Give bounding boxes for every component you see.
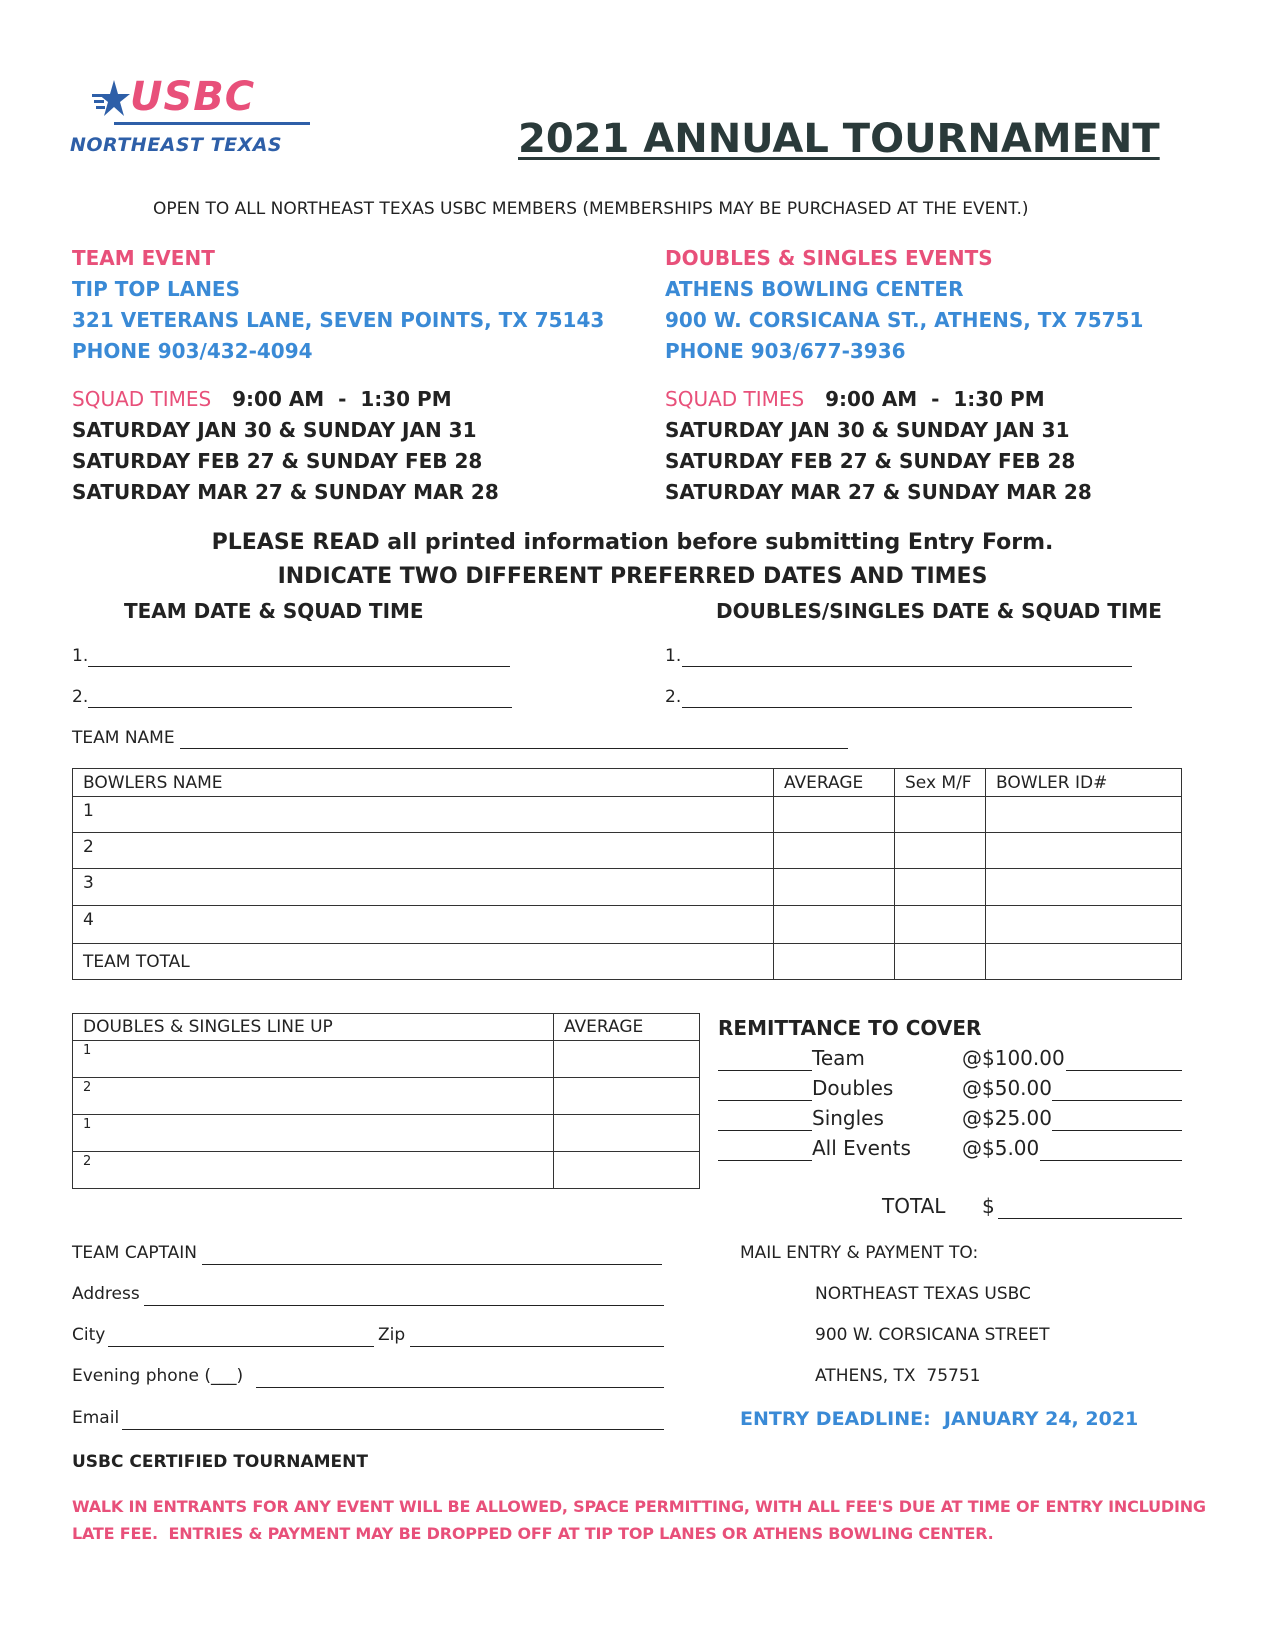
remittance-total-symbol: $ bbox=[982, 1194, 995, 1218]
team-event-heading: TEAM EVENT bbox=[72, 246, 215, 270]
lineup-average-cell[interactable] bbox=[554, 1115, 700, 1152]
lineup-average-cell[interactable] bbox=[554, 1078, 700, 1115]
remittance-items bbox=[718, 1046, 1182, 1170]
lineup-name-cell[interactable]: 1 bbox=[73, 1041, 554, 1078]
table-row bbox=[73, 1041, 700, 1078]
email-field[interactable] bbox=[122, 1429, 664, 1430]
remit-allevents-label: All Events bbox=[812, 1136, 911, 1160]
remit-team-amount[interactable] bbox=[1066, 1070, 1182, 1071]
ds-pref-1-field[interactable] bbox=[682, 666, 1132, 667]
team-squad-times bbox=[72, 384, 499, 508]
ds-event-address: 900 W. CORSICANA ST., ATHENS, TX 75751 bbox=[665, 308, 1144, 332]
remit-doubles-qty[interactable] bbox=[718, 1100, 812, 1101]
bowlers-table bbox=[72, 768, 1182, 980]
logo-region: NORTHEAST TEXAS bbox=[70, 134, 283, 156]
remit-team-label: Team bbox=[812, 1046, 865, 1070]
team-name-field[interactable] bbox=[180, 748, 848, 749]
team-date-3: SATURDAY MAR 27 & SUNDAY MAR 28 bbox=[72, 480, 499, 504]
captain-field[interactable] bbox=[202, 1264, 662, 1265]
ds-date-3: SATURDAY MAR 27 & SUNDAY MAR 28 bbox=[665, 480, 1092, 504]
remit-doubles-price: @$50.00 bbox=[962, 1076, 1052, 1100]
mail-line-1: NORTHEAST TEXAS USBC bbox=[815, 1284, 1031, 1304]
team-total-label: TEAM TOTAL bbox=[73, 944, 774, 980]
city-field[interactable] bbox=[108, 1346, 374, 1347]
lineup-name-cell[interactable]: 1 bbox=[73, 1115, 554, 1152]
remit-team-price: @$100.00 bbox=[962, 1046, 1065, 1070]
team-name-label: TEAM NAME bbox=[72, 728, 175, 748]
logo-brand: USBC bbox=[130, 74, 256, 120]
ds-date-2: SATURDAY FEB 27 & SUNDAY FEB 28 bbox=[665, 449, 1076, 473]
bowlers-id-header: BOWLER ID# bbox=[986, 769, 1182, 797]
logo-underline bbox=[114, 122, 310, 125]
remit-allevents-amount[interactable] bbox=[1040, 1160, 1182, 1161]
team-date-2: SATURDAY FEB 27 & SUNDAY FEB 28 bbox=[72, 449, 483, 473]
ds-date-1: SATURDAY JAN 30 & SUNDAY JAN 31 bbox=[665, 418, 1070, 442]
walkin-notice-1: WALK IN ENTRANTS FOR ANY EVENT WILL BE ALLOWED, SPACE PERMITTING, WITH ALL FEE'S DUE AT TIME OF ENTRY INCLUDING bbox=[72, 1497, 1206, 1516]
table-row bbox=[73, 797, 1182, 833]
ds-event-heading: DOUBLES & SINGLES EVENTS bbox=[665, 246, 993, 270]
bowler-id-cell[interactable] bbox=[986, 869, 1182, 906]
mail-heading: MAIL ENTRY & PAYMENT TO: bbox=[740, 1243, 979, 1263]
bowler-name-cell[interactable]: 2 bbox=[73, 833, 774, 869]
team-pref-1-label: 1. bbox=[72, 646, 89, 666]
table-row bbox=[73, 869, 1182, 906]
certified-notice: USBC CERTIFIED TOURNAMENT bbox=[72, 1452, 368, 1472]
lineup-name-cell[interactable]: 2 bbox=[73, 1078, 554, 1115]
bowlers-name-header: BOWLERS NAME bbox=[73, 769, 774, 797]
bowler-average-cell[interactable] bbox=[774, 833, 895, 869]
mail-line-3: ATHENS, TX 75751 bbox=[815, 1366, 981, 1386]
team-event-venue: TIP TOP LANES bbox=[72, 277, 240, 301]
team-event-phone: PHONE 903/432-4094 bbox=[72, 339, 313, 363]
phone-area-code[interactable]: (___) bbox=[204, 1366, 244, 1386]
ds-event-venue: ATHENS BOWLING CENTER bbox=[665, 277, 964, 301]
bowler-average-cell[interactable] bbox=[774, 869, 895, 906]
remit-allevents-qty[interactable] bbox=[718, 1160, 812, 1161]
remit-singles-label: Singles bbox=[812, 1106, 884, 1130]
zip-label: Zip bbox=[378, 1325, 406, 1345]
bowlers-sex-header: Sex M/F bbox=[895, 769, 986, 797]
table-row bbox=[73, 1152, 700, 1189]
remittance-total-field[interactable] bbox=[998, 1218, 1182, 1219]
team-total-average-cell[interactable] bbox=[774, 944, 895, 980]
ds-pref-1-label: 1. bbox=[665, 646, 682, 666]
remit-allevents-price: @$5.00 bbox=[962, 1136, 1040, 1160]
team-event-address: 321 VETERANS LANE, SEVEN POINTS, TX 75143 bbox=[72, 308, 605, 332]
ds-pref-2-field[interactable] bbox=[682, 707, 1132, 708]
lineup-average-cell[interactable] bbox=[554, 1152, 700, 1189]
table-row bbox=[73, 1078, 700, 1115]
remit-doubles-label: Doubles bbox=[812, 1076, 894, 1100]
team-date-heading: TEAM DATE & SQUAD TIME bbox=[124, 599, 424, 623]
phone-label bbox=[72, 1366, 243, 1386]
table-row bbox=[73, 944, 1182, 980]
dates-notice: INDICATE TWO DIFFERENT PREFERRED DATES AND TIMES bbox=[277, 564, 988, 589]
bowler-sex-cell[interactable] bbox=[895, 833, 986, 869]
page-title: 2021 ANNUAL TOURNAMENT bbox=[518, 116, 1160, 162]
mail-line-2: 900 W. CORSICANA STREET bbox=[815, 1325, 1050, 1345]
open-notice: OPEN TO ALL NORTHEAST TEXAS USBC MEMBERS (MEMBERSHIPS MAY BE PURCHASED AT THE EVENT.) bbox=[153, 199, 1029, 219]
bowler-id-cell[interactable] bbox=[986, 833, 1182, 869]
team-event-info bbox=[72, 243, 604, 367]
phone-field[interactable] bbox=[256, 1387, 664, 1388]
team-total-id-cell[interactable] bbox=[986, 944, 1182, 980]
bowler-name-cell[interactable]: 1 bbox=[73, 797, 774, 833]
bowler-average-cell[interactable] bbox=[774, 906, 895, 944]
lineup-average-header: AVERAGE bbox=[554, 1014, 700, 1041]
team-squad-label: SQUAD TIMES bbox=[72, 387, 212, 411]
bowlers-average-header: AVERAGE bbox=[774, 769, 895, 797]
team-date-1: SATURDAY JAN 30 & SUNDAY JAN 31 bbox=[72, 418, 477, 442]
team-total-sex-cell[interactable] bbox=[895, 944, 986, 980]
bowler-sex-cell[interactable] bbox=[895, 906, 986, 944]
team-pref-2-field[interactable] bbox=[88, 707, 512, 708]
email-label: Email bbox=[72, 1408, 120, 1428]
remittance-total-label: TOTAL bbox=[882, 1194, 946, 1218]
lineup-average-cell[interactable] bbox=[554, 1041, 700, 1078]
lineup-name-cell[interactable]: 2 bbox=[73, 1152, 554, 1189]
logo bbox=[70, 70, 348, 160]
ds-squad-time: 9:00 AM - 1:30 PM bbox=[825, 387, 1045, 411]
address-field[interactable] bbox=[144, 1305, 664, 1306]
ds-pref-2-label: 2. bbox=[665, 687, 682, 707]
bowler-sex-cell[interactable] bbox=[895, 869, 986, 906]
phone-label-text: Evening phone bbox=[72, 1366, 199, 1386]
remit-singles-qty[interactable] bbox=[718, 1130, 812, 1131]
team-squad-time: 9:00 AM - 1:30 PM bbox=[232, 387, 452, 411]
walkin-notice-2: LATE FEE. ENTRIES & PAYMENT MAY BE DROPPED OFF AT TIP TOP LANES OR ATHENS BOWLING CENTER. bbox=[72, 1524, 994, 1543]
remit-team-qty[interactable] bbox=[718, 1070, 812, 1071]
bowler-average-cell[interactable] bbox=[774, 797, 895, 833]
ds-squad-times bbox=[665, 384, 1092, 508]
ds-event-info bbox=[665, 243, 1143, 367]
bowler-sex-cell[interactable] bbox=[895, 797, 986, 833]
lineup-header: DOUBLES & SINGLES LINE UP bbox=[73, 1014, 554, 1041]
remit-doubles-amount[interactable] bbox=[1052, 1100, 1182, 1101]
table-row bbox=[73, 833, 1182, 869]
lineup-table bbox=[72, 1013, 700, 1189]
address-label: Address bbox=[72, 1284, 140, 1304]
ds-date-heading: DOUBLES/SINGLES DATE & SQUAD TIME bbox=[716, 599, 1162, 623]
entry-deadline: ENTRY DEADLINE: JANUARY 24, 2021 bbox=[740, 1408, 1139, 1430]
city-label: City bbox=[72, 1325, 106, 1345]
table-row bbox=[73, 906, 1182, 944]
bowler-id-cell[interactable] bbox=[986, 906, 1182, 944]
bowler-name-cell[interactable]: 4 bbox=[73, 906, 774, 944]
remit-singles-amount[interactable] bbox=[1052, 1130, 1182, 1131]
remit-singles-price: @$25.00 bbox=[962, 1106, 1052, 1130]
star-icon bbox=[92, 78, 132, 120]
zip-field[interactable] bbox=[410, 1346, 664, 1347]
bowler-name-cell[interactable]: 3 bbox=[73, 869, 774, 906]
team-pref-1-field[interactable] bbox=[88, 666, 510, 667]
read-notice: PLEASE READ all printed information before submitting Entry Form. bbox=[211, 530, 1054, 555]
ds-squad-label: SQUAD TIMES bbox=[665, 387, 805, 411]
ds-event-phone: PHONE 903/677-3936 bbox=[665, 339, 906, 363]
captain-label: TEAM CAPTAIN bbox=[72, 1243, 198, 1263]
table-row bbox=[73, 1115, 700, 1152]
team-pref-2-label: 2. bbox=[72, 687, 89, 707]
bowler-id-cell[interactable] bbox=[986, 797, 1182, 833]
remittance-heading: REMITTANCE TO COVER bbox=[718, 1016, 982, 1040]
